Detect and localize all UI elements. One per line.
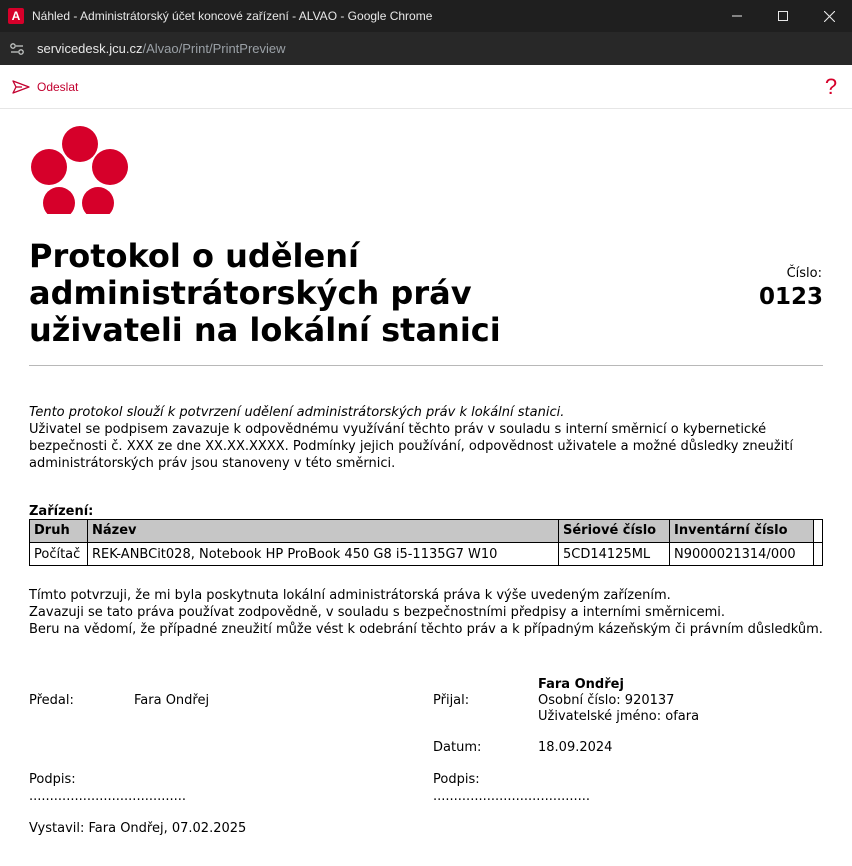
handover-label: Předal: — [29, 693, 74, 708]
device-serial-cell: 5CD14125ML — [559, 543, 670, 566]
intro-body: Uživatel se podpisem zavazuje k odpovědnému využívání těchto práv v souladu s interní směrnicí o kybernetické bezpečnosti č. XXX ze dne XX.XX.XXXX. Podmínky jejich používání, odpovědnost uživatele a možné důsledky zneužití administrátorských práv jsou stanoveny v této směrnici. — [29, 422, 793, 471]
receiver-personal-number: Osobní číslo: 920137 — [538, 693, 675, 708]
signature-line-receiver: ...................................... — [433, 789, 591, 804]
close-icon — [824, 11, 835, 22]
devices-heading: Zařízení: — [29, 504, 94, 519]
device-name-cell: REK-ANBCit028, Notebook HP ProBook 450 G8 i5-1135G7 W10 — [88, 543, 559, 566]
column-header-type: Druh — [30, 520, 88, 543]
document-title — [29, 238, 589, 349]
date-value: 18.09.2024 — [538, 740, 613, 755]
intro-lead: Tento protokol slouží k potvrzení udělení administrátorských práv k lokální stanici. — [29, 405, 565, 420]
receiver-label: Přijal: — [433, 693, 470, 708]
window-title: Náhled - Administrátorský účet koncové zařízení - ALVAO - Google Chrome — [32, 9, 433, 23]
send-button[interactable] — [12, 78, 78, 96]
confirmation-text — [29, 587, 824, 638]
send-button-label: Odeslat — [37, 80, 79, 94]
intro-text — [29, 404, 824, 472]
send-icon — [12, 80, 30, 94]
maximize-icon — [778, 11, 788, 21]
window-titlebar — [0, 0, 852, 32]
title-divider — [29, 365, 823, 366]
receiver-name: Fara Ondřej — [538, 677, 624, 692]
column-header-inventory: Inventární číslo — [670, 520, 814, 543]
table-row — [30, 543, 823, 566]
protocol-number: 0123 — [758, 284, 823, 310]
help-button[interactable]: ? — [824, 74, 838, 99]
confirmation-line: Tímto potvrzuji, že mi byla poskytnuta lokální administrátorská práva k výše uvedeným zařízením. — [29, 588, 671, 603]
alvao-app-icon: A — [8, 8, 24, 24]
devices-header-row — [30, 520, 823, 543]
signature-label-handover: Podpis: — [29, 772, 76, 787]
receiver-username: Uživatelské jméno: ofara — [538, 709, 700, 724]
issued-by: Vystavil: Fara Ondřej, 07.02.2025 — [29, 821, 247, 836]
minimize-button[interactable] — [714, 0, 760, 32]
device-empty-cell — [814, 543, 823, 566]
signature-line-handover: ...................................... — [29, 789, 187, 804]
jcu-logo — [28, 118, 128, 214]
confirmation-line: Zavazuji se tato práva používat zodpovědně, v souladu s bezpečnostními předpisy a interními směrnicemi. — [29, 605, 725, 620]
document-title-line: Protokol o udělení — [29, 237, 359, 275]
column-header-serial: Sériové číslo — [559, 520, 670, 543]
preview-toolbar — [0, 65, 852, 109]
maximize-button[interactable] — [760, 0, 806, 32]
signature-label-receiver: Podpis: — [433, 772, 480, 787]
site-settings-icon[interactable] — [8, 40, 26, 58]
date-label: Datum: — [433, 740, 482, 755]
minimize-icon — [732, 11, 742, 21]
url-text[interactable] — [37, 40, 286, 57]
handover-name: Fara Ondřej — [134, 693, 210, 708]
document-title-line: administrátorských práv — [29, 274, 472, 312]
devices-table — [29, 519, 823, 566]
device-inventory-cell: N9000021314/000 — [670, 543, 814, 566]
document-title-line: uživateli na lokální stanici — [29, 311, 501, 349]
device-type-cell: Počítač — [30, 543, 88, 566]
url-host: servicedesk.jcu.cz — [37, 41, 143, 56]
close-window-button[interactable] — [806, 0, 852, 32]
protocol-number-label: Číslo: — [786, 266, 822, 281]
confirmation-line: Beru na vědomí, že případné zneužití může vést k odebrání těchto práv a k případným kázeňským či právním důsledkům. — [29, 622, 823, 637]
column-header-name: Název — [88, 520, 559, 543]
column-header-empty — [814, 520, 823, 543]
url-path: /Alvao/Print/PrintPreview — [142, 41, 286, 56]
print-preview-document — [0, 110, 852, 866]
address-bar[interactable] — [0, 32, 852, 65]
